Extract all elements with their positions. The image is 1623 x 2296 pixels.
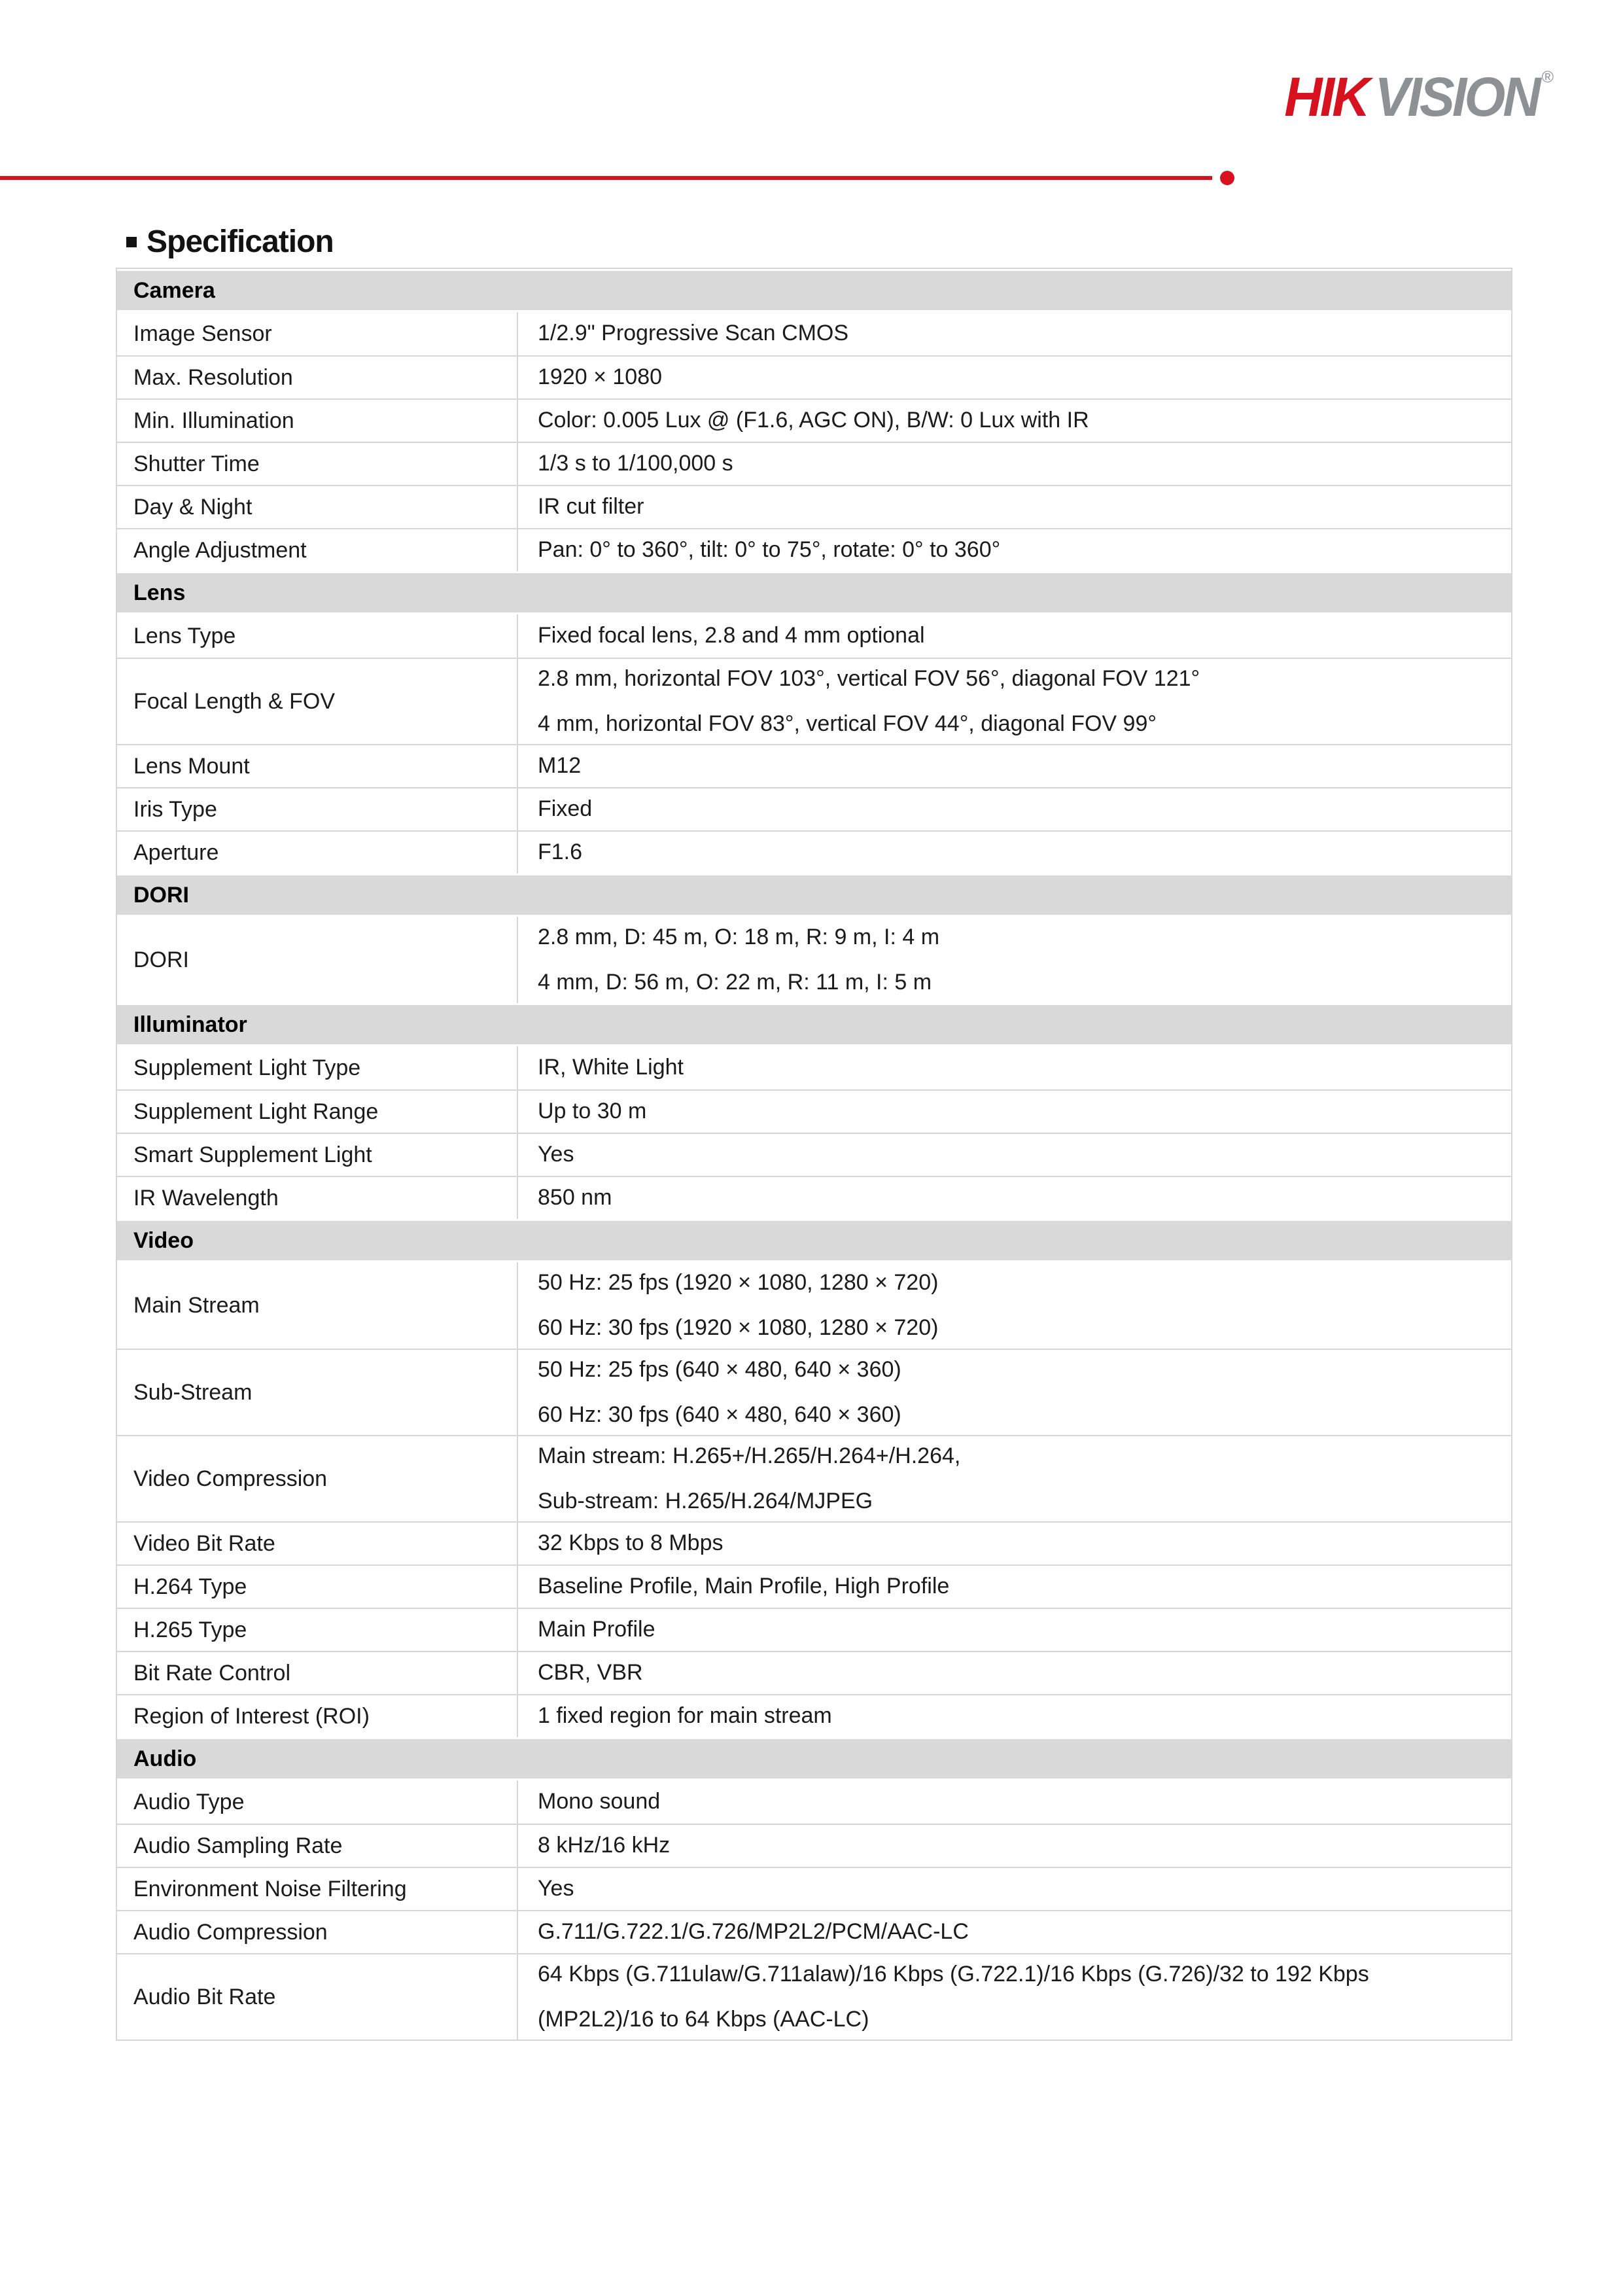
spec-value-line: Fixed: [538, 796, 593, 822]
spec-value-line: IR, White Light: [538, 1055, 684, 1080]
spec-value: [517, 745, 1511, 787]
logo-vision-text: VISION: [1374, 66, 1539, 128]
spec-label: H.264 Type: [133, 1574, 247, 1599]
spec-label: Angle Adjustment: [133, 537, 307, 563]
spec-label: Bit Rate Control: [133, 1660, 290, 1686]
spec-label: DORI: [133, 947, 189, 972]
spec-value-line: 50 Hz: 25 fps (640 × 480, 640 × 360): [538, 1356, 901, 1382]
spec-value-line: Up to 30 m: [538, 1099, 647, 1124]
spec-value-line: 4 mm, horizontal FOV 83°, vertical FOV 44°, diagonal FOV 99°: [538, 711, 1157, 736]
page-title-text: Specification: [147, 224, 334, 259]
spec-value: [517, 659, 1511, 744]
spec-value-line: Yes: [538, 1876, 574, 1901]
spec-value-line: Sub-stream: H.265/H.264/MJPEG: [538, 1489, 873, 1513]
spec-value-line: 60 Hz: 30 fps (1920 × 1080, 1280 × 720): [538, 1315, 939, 1340]
section-header-audio: [117, 1737, 1511, 1780]
section-header-dori: [117, 874, 1511, 917]
spec-label: Audio Sampling Rate: [133, 1833, 343, 1858]
spec-label: Min. Illumination: [133, 408, 294, 433]
brand-rule-divider: [0, 176, 1212, 180]
spec-label: Max. Resolution: [133, 364, 293, 390]
spec-row: [117, 1046, 1511, 1089]
brand-rule-dot-icon: [1220, 171, 1234, 185]
spec-value-line: Pan: 0° to 360°, tilt: 0° to 75°, rotate: 0° to 360°: [538, 537, 1001, 563]
spec-value-line: Yes: [538, 1142, 574, 1167]
spec-value-line: M12: [538, 753, 582, 779]
spec-value: [517, 1868, 1511, 1910]
section-header-camera: [117, 269, 1511, 312]
spec-value: [517, 1911, 1511, 1953]
section-header-label: Lens: [133, 580, 186, 605]
spec-value-line: IR cut filter: [538, 494, 644, 520]
spec-value-line: CBR, VBR: [538, 1660, 643, 1686]
spec-value: [517, 1134, 1511, 1176]
spec-label: Supplement Light Range: [133, 1099, 379, 1124]
spec-value-line: Color: 0.005 Lux @ (F1.6, AGC ON), B/W: 0 Lux with IR: [538, 408, 1089, 433]
spec-value: [517, 1523, 1511, 1564]
section-header-lens: [117, 571, 1511, 614]
spec-label: Environment Noise Filtering: [133, 1876, 407, 1901]
spec-value: [517, 443, 1511, 485]
spec-row: [117, 528, 1511, 571]
spec-value-line: 1/3 s to 1/100,000 s: [538, 451, 733, 476]
spec-value-line: 1/2.9" Progressive Scan CMOS: [538, 321, 849, 346]
section-header-label: Illuminator: [133, 1012, 247, 1037]
page-title: [126, 224, 334, 260]
spec-value: [517, 1609, 1511, 1651]
section-header-label: Video: [133, 1227, 194, 1253]
spec-value-line: 1 fixed region for main stream: [538, 1703, 832, 1729]
spec-value-line: F1.6: [538, 839, 583, 865]
spec-row: [117, 658, 1511, 744]
spec-row: [117, 312, 1511, 355]
spec-value: [517, 1780, 1511, 1824]
spec-row: [117, 1651, 1511, 1694]
spec-value: [517, 1566, 1511, 1608]
spec-value: [517, 788, 1511, 830]
spec-value-line: 850 nm: [538, 1185, 612, 1210]
spec-value: [517, 312, 1511, 355]
registered-trademark-icon: ®: [1541, 68, 1554, 86]
spec-row: [117, 1910, 1511, 1953]
spec-value-line: 2.8 mm, horizontal FOV 103°, vertical FOV 56°, diagonal FOV 121°: [538, 665, 1200, 691]
section-header-label: Audio: [133, 1746, 197, 1771]
spec-value: [517, 357, 1511, 398]
spec-row: [117, 1824, 1511, 1867]
spec-label: H.265 Type: [133, 1617, 247, 1642]
spec-row: [117, 744, 1511, 787]
spec-value-line: (MP2L2)/16 to 64 Kbps (AAC-LC): [538, 2007, 869, 2032]
spec-label: Aperture: [133, 839, 219, 865]
spec-label: Image Sensor: [133, 321, 272, 346]
spec-row: [117, 1608, 1511, 1651]
spec-row: [117, 1349, 1511, 1435]
spec-label: Main Stream: [133, 1292, 260, 1318]
spec-value-line: 64 Kbps (G.711ulaw/G.711alaw)/16 Kbps (G.722.1)/16 Kbps (G.726)/32 to 192 Kbps: [538, 1961, 1369, 1987]
spec-value-line: Mono sound: [538, 1789, 661, 1814]
spec-row: [117, 830, 1511, 874]
spec-value-line: Fixed focal lens, 2.8 and 4 mm optional: [538, 623, 925, 648]
spec-value-line: 60 Hz: 30 fps (640 × 480, 640 × 360): [538, 1402, 901, 1427]
spec-value: [517, 614, 1511, 658]
section-header-illuminator: [117, 1003, 1511, 1046]
spec-value: [517, 486, 1511, 528]
spec-label: Day & Night: [133, 494, 253, 520]
spec-row: [117, 355, 1511, 398]
spec-value: [517, 400, 1511, 442]
spec-value: [517, 1954, 1511, 2040]
spec-row: [117, 485, 1511, 528]
spec-row: [117, 1133, 1511, 1176]
spec-label: Smart Supplement Light: [133, 1142, 372, 1167]
spec-value: [517, 1091, 1511, 1133]
spec-label: Video Bit Rate: [133, 1530, 275, 1556]
spec-row: [117, 1780, 1511, 1824]
spec-label: Audio Bit Rate: [133, 1984, 276, 2009]
spec-row: [117, 398, 1511, 442]
spec-row: [117, 1521, 1511, 1564]
section-header-video: [117, 1219, 1511, 1262]
spec-row: [117, 1176, 1511, 1219]
spec-value-line: 32 Kbps to 8 Mbps: [538, 1530, 724, 1556]
spec-value: [517, 1825, 1511, 1867]
title-bullet-icon: [126, 237, 137, 247]
spec-row: [117, 917, 1511, 1003]
spec-label: Video Compression: [133, 1466, 328, 1491]
spec-label: Iris Type: [133, 796, 217, 822]
spec-value-line: Main Profile: [538, 1617, 655, 1642]
section-header-label: Camera: [133, 277, 215, 303]
spec-label: Audio Type: [133, 1789, 245, 1814]
spec-row: [117, 442, 1511, 485]
spec-value: [517, 529, 1511, 571]
spec-label: Sub-Stream: [133, 1379, 253, 1405]
spec-value-line: G.711/G.722.1/G.726/MP2L2/PCM/AAC-LC: [538, 1919, 969, 1945]
spec-row: [117, 787, 1511, 830]
spec-value: [517, 1262, 1511, 1349]
spec-label: Supplement Light Type: [133, 1055, 361, 1080]
spec-row: [117, 614, 1511, 658]
spec-value-line: Main stream: H.265+/H.265/H.264+/H.264,: [538, 1443, 961, 1468]
spec-value: [517, 1436, 1511, 1521]
spec-row: [117, 1867, 1511, 1910]
logo-hik-text: HIK: [1284, 66, 1368, 128]
spec-value: [517, 1046, 1511, 1089]
spec-label: Lens Mount: [133, 753, 250, 779]
spec-label: Region of Interest (ROI): [133, 1703, 370, 1729]
spec-label: Shutter Time: [133, 451, 260, 476]
spec-label: IR Wavelength: [133, 1185, 279, 1210]
spec-row: [117, 1262, 1511, 1349]
specification-table: [116, 268, 1512, 2041]
spec-value-line: 1920 × 1080: [538, 364, 663, 390]
spec-row: [117, 1435, 1511, 1521]
spec-row: [117, 1564, 1511, 1608]
spec-label: Audio Compression: [133, 1919, 328, 1945]
spec-value-line: Baseline Profile, Main Profile, High Profile: [538, 1574, 950, 1599]
spec-row: [117, 1953, 1511, 2040]
spec-value-line: 2.8 mm, D: 45 m, O: 18 m, R: 9 m, I: 4 m: [538, 924, 940, 949]
spec-row: [117, 1089, 1511, 1133]
spec-value: [517, 1177, 1511, 1219]
spec-value-line: 4 mm, D: 56 m, O: 22 m, R: 11 m, I: 5 m: [538, 970, 932, 995]
spec-value: [517, 832, 1511, 874]
spec-value-line: 8 kHz/16 kHz: [538, 1833, 671, 1858]
spec-row: [117, 1694, 1511, 1737]
spec-value: [517, 1695, 1511, 1737]
spec-value-line: 50 Hz: 25 fps (1920 × 1080, 1280 × 720): [538, 1269, 939, 1295]
spec-value: [517, 1652, 1511, 1694]
spec-value: [517, 1350, 1511, 1435]
spec-label: Focal Length & FOV: [133, 688, 336, 714]
section-header-label: DORI: [133, 882, 189, 908]
spec-value: [517, 917, 1511, 1003]
hikvision-logo: [1281, 66, 1554, 128]
spec-label: Lens Type: [133, 623, 236, 648]
